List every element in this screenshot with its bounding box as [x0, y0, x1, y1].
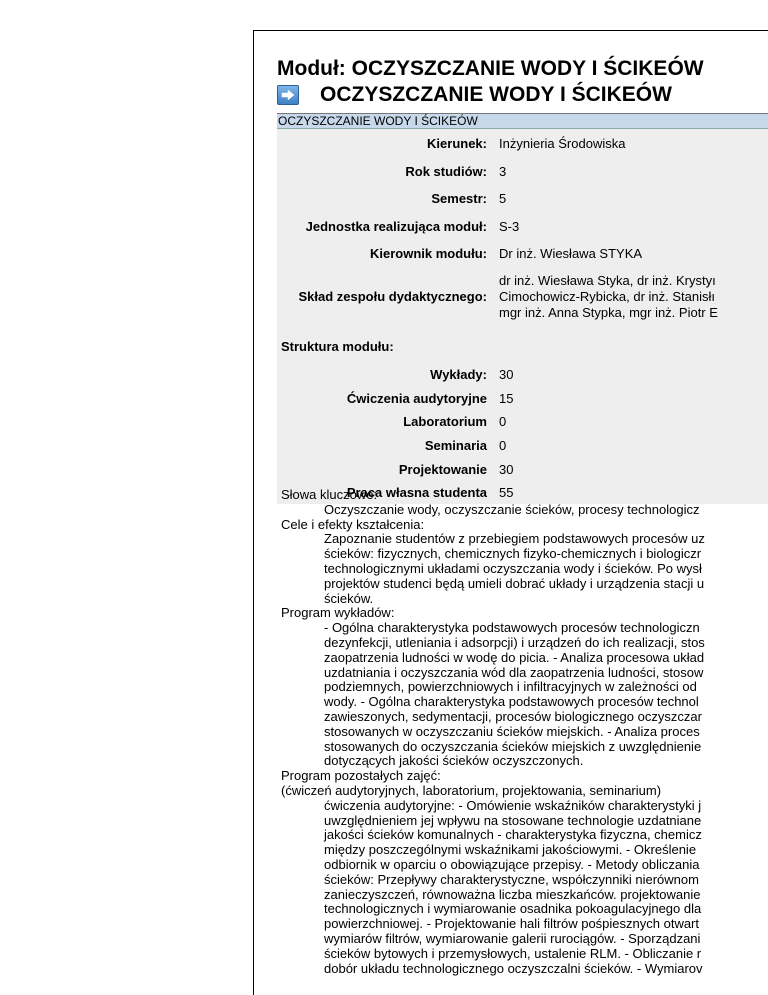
module-description [281, 488, 768, 976]
paragraph-line: zawieszonych, sedymentacji, procesów biologicznego oczyszczar [324, 708, 702, 724]
value-kierownik: Dr inż. Wiesława STYKA [499, 246, 643, 261]
paragraph-line: odbiornik w oparciu o obowiązujące przepisy. - Metody obliczania [324, 856, 700, 872]
label-semestr: Semestr: [431, 191, 487, 206]
module-info-box [277, 113, 768, 504]
module-subtitle: OCZYSZCZANIE WODY I ŚCIKEÓW [320, 83, 672, 106]
section-heading: Program pozostałych zajęć: [281, 768, 441, 784]
paragraph-line: wymiarów filtrów, wymiarowanie galerii rurociągów. - Sporządzani [324, 930, 701, 946]
value-sklad-line-1: dr inż. Wiesława Styka, dr inż. Krystyı [499, 273, 716, 288]
paragraph-line: ćwiczenia audytoryjne: - Omówienie wskaźników charakterystyki j [324, 797, 702, 813]
paragraph-line: dotyczących jakości ścieków oczyszczonych. [324, 753, 584, 769]
structure-value: 0 [499, 438, 507, 453]
structure-label: Seminaria [424, 438, 487, 453]
value-jednostka: S-3 [499, 219, 520, 234]
paragraph-line: Zapoznanie studentów z przebiegiem podstawowych procesów uz [324, 531, 705, 547]
structure-label: Praca własna studenta [346, 485, 487, 500]
structure-value: 0 [499, 414, 507, 429]
structure-heading: Struktura modułu: [281, 339, 394, 354]
paragraph-line: Oczyszczanie wody, oczyszczanie ścieków, procesy technologicz [324, 501, 700, 517]
paragraph-line: technologicznych i wymiarowanie osadnika pokoagulacyjnego dla [324, 901, 702, 917]
paragraph-line: technologicznymi układami oczyszczania wody i ścieków. Po wysł [324, 560, 702, 576]
paragraph-line: ścieków: Przepływy charakterystyczne, współczynniki nierównom [324, 871, 699, 887]
paragraph-line: jakości ścieków komunalnych - charakterystyka fizyczna, chemicz [324, 827, 702, 843]
section-heading: Program wykładów: [281, 605, 395, 621]
module-title: Moduł: OCZYSZCZANIE WODY I ŚCIKEÓW [277, 57, 704, 80]
paragraph-line: wody. - Ogólna charakterystyka podstawowych procesów technol [324, 694, 699, 710]
structure-value: 55 [499, 485, 514, 500]
label-jednostka: Jednostka realizująca moduł: [305, 219, 487, 234]
paragraph-line: dezynfekcji, utleniania i adsorpcji) i urządzeń do ich realizacji, stos [324, 634, 705, 650]
paragraph-line: ścieków: fizycznych, chemicznych fizyko-chemicznych i biologiczr [324, 546, 702, 562]
paragraph-line: stosowanych w oczyszczaniu ścieków miejskich. - Analiza proces [324, 723, 700, 739]
paragraph-line: zaopatrzenia ludności w wodę do picia. - Analiza procesowa układ [324, 649, 705, 665]
label-sklad: Skład zespołu dydaktycznego: [298, 289, 487, 304]
value-kierunek: Inżynieria Środowiska [499, 136, 626, 151]
document-page [253, 30, 768, 995]
structure-value: 30 [499, 367, 514, 382]
structure-value: 30 [499, 462, 514, 477]
value-semestr: 5 [499, 191, 507, 206]
value-sklad-line-2: Cimochowicz-Rybicka, dr inż. Stanisłı [499, 289, 716, 304]
info-row-sklad [277, 273, 768, 321]
paragraph-line: podziemnych, powierzchniowych i infiltracyjnych w zależności od [324, 679, 697, 695]
box-header: OCZYSZCZANIE WODY I ŚCIKEÓW [277, 114, 768, 129]
paragraph-line: między poszczególnymi wskaźnikami jakościowymi. - Określenie [324, 842, 697, 858]
section-heading: Słowa kluczowe: [281, 487, 378, 502]
label-kierunek: Kierunek: [427, 136, 487, 151]
paragraph-line: ścieków bytowych i przemysłowych, ustalenie RLM. - Obliczanie r [324, 945, 702, 961]
paragraph-line: zanieczyszczeń, równoważna liczba mieszkańców. projektowanie [324, 886, 701, 902]
paragraph-line: dobór układu technologicznego oczyszczalni ścieków. - Wymiarov [324, 960, 703, 976]
structure-label: Projektowanie [398, 462, 487, 477]
arrow-right-icon[interactable] [277, 85, 299, 105]
structure-value: 15 [499, 391, 514, 406]
paragraph-line: projektów studenci będą umieli dobrać układy i urządzenia stacji u [324, 575, 705, 591]
structure-label: Laboratorium [403, 414, 487, 429]
paragraph-line: - Ogólna charakterystyka podstawowych procesów technologiczn [324, 620, 700, 636]
paragraph-line: uzdatniania i oczyszczania wód dla zaopatrzenia ludności, stosow [324, 664, 704, 680]
structure-label: Wykłady: [430, 367, 487, 382]
paragraph-line: powierzchniowej. - Projektowanie hali filtrów pośpiesznych otwart [324, 916, 700, 932]
section-heading: Cele i efekty kształcenia: [281, 516, 425, 532]
paragraph-line: stosowanych do oczyszczania ścieków miejskich z uwzględnienie [324, 738, 702, 754]
label-rok: Rok studiów: [405, 164, 487, 179]
value-sklad-line-3: mgr inż. Anna Stypka, mgr inż. Piotr E [499, 305, 718, 320]
structure-label: Ćwiczenia audytoryjne [346, 391, 487, 406]
section-heading: (ćwiczeń audytoryjnych, laboratorium, projektowania, seminarium) [281, 782, 662, 798]
value-rok: 3 [499, 164, 507, 179]
paragraph-line: uwzględnieniem jej wpływu na stosowane technologie uzdatniane [324, 812, 702, 828]
paragraph-line: ścieków. [324, 590, 374, 606]
label-kierownik: Kierownik modułu: [370, 246, 487, 261]
